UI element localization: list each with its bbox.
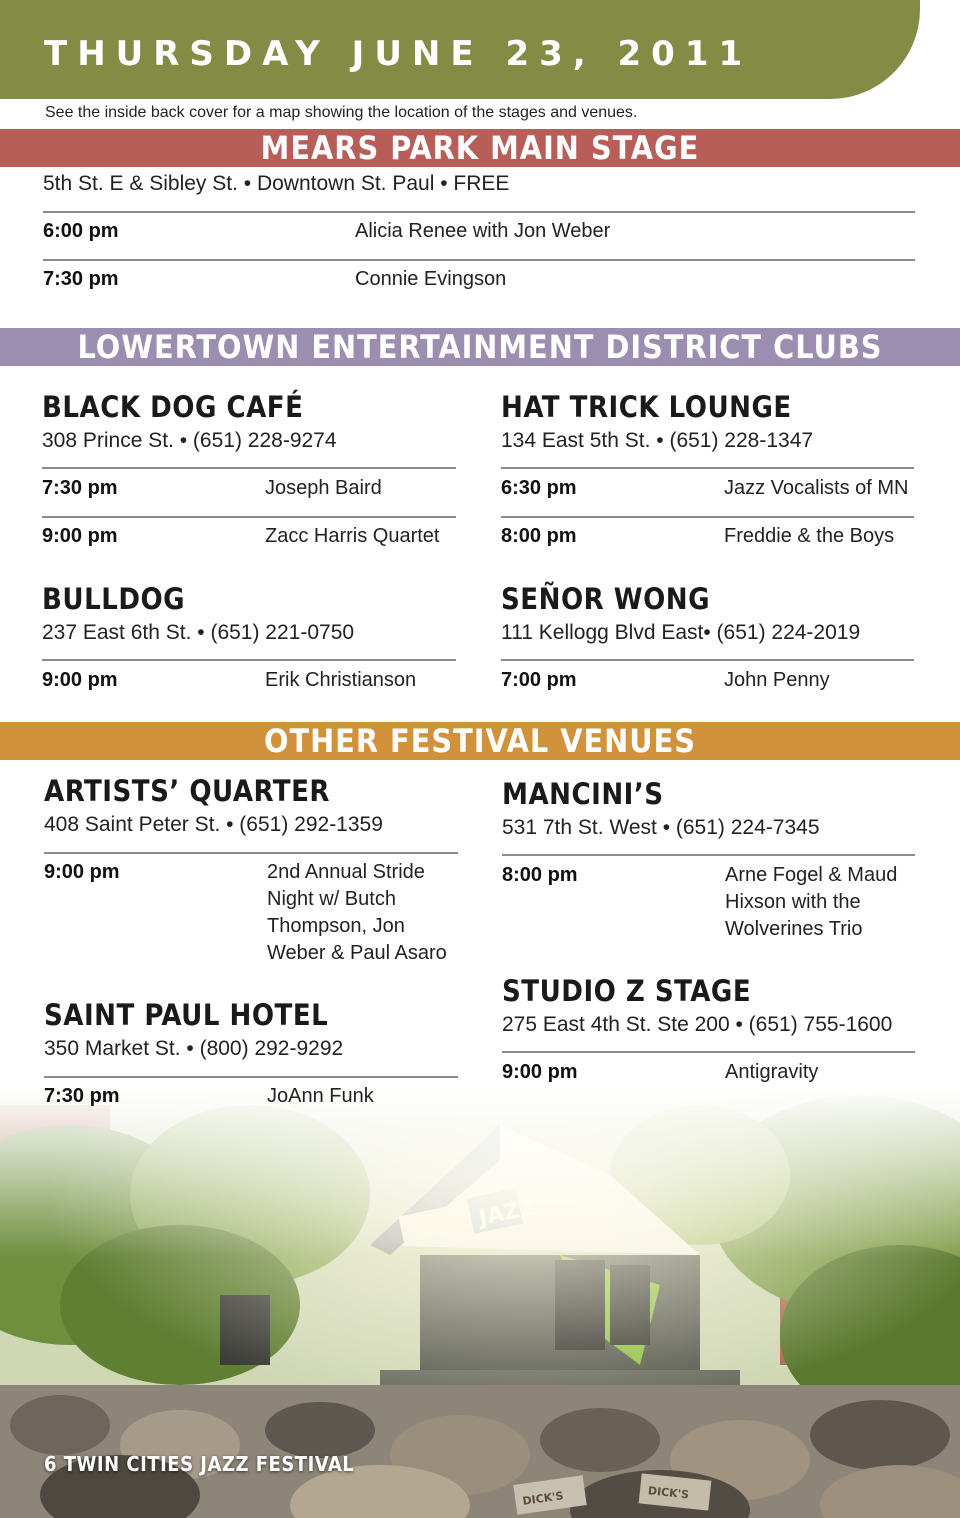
- divider: [43, 211, 915, 213]
- venue-name-saint-paul-hotel: SAINT PAUL HOTEL: [44, 998, 329, 1032]
- venue-address-mancinis: 531 7th St. West • (651) 224-7345: [502, 816, 820, 839]
- studio-z-act-1: Antigravity: [725, 1061, 819, 1083]
- saint-paul-hotel-act-1: JoAnn Funk: [267, 1085, 374, 1107]
- divider: [502, 854, 915, 856]
- venue-name-artists-quarter: ARTISTS’ QUARTER: [44, 774, 331, 808]
- page-footer: 6 TWIN CITIES JAZZ FESTIVAL: [44, 1452, 355, 1476]
- divider: [44, 1076, 458, 1078]
- venue-address-bulldog: 237 East 6th St. • (651) 221-0750: [42, 621, 355, 644]
- bulldog-time-1: 9:00 pm: [42, 669, 118, 691]
- divider: [501, 516, 914, 518]
- venue-address-black-dog: 308 Prince St. • (651) 228-9274: [42, 429, 337, 452]
- artists-quarter-act-1: 2nd Annual Stride Night w/ Butch Thompson, Jon Weber & Paul Asaro: [267, 861, 447, 964]
- bulldog-act-1: Erik Christianson: [265, 669, 417, 691]
- venue-name-senor-wong: SEÑOR WONG: [501, 582, 711, 616]
- mears-act-1: Alicia Renee with Jon Weber: [355, 220, 611, 242]
- header-band: [0, 0, 920, 99]
- mancinis-act-1: Arne Fogel & Maud Hixson with the Wolverines Trio: [725, 864, 898, 940]
- venue-name-hat-trick: HAT TRICK LOUNGE: [501, 390, 792, 424]
- mancinis-time-1: 8:00 pm: [502, 864, 578, 886]
- mears-park-header: MEARS PARK MAIN STAGE: [0, 129, 960, 167]
- venue-name-mancinis: MANCINI’S: [502, 777, 664, 811]
- divider: [42, 516, 456, 518]
- venue-address-studio-z: 275 East 4th St. Ste 200 • (651) 755-1600: [502, 1013, 893, 1036]
- venue-name-studio-z: STUDIO Z STAGE: [502, 974, 752, 1008]
- saint-paul-hotel-time-1: 7:30 pm: [44, 1085, 120, 1107]
- divider: [43, 259, 915, 261]
- mears-time-1: 6:00 pm: [43, 220, 119, 242]
- divider: [501, 659, 914, 661]
- studio-z-time-1: 9:00 pm: [502, 1061, 578, 1083]
- mears-address: 5th St. E & Sibley St. • Downtown St. Paul • FREE: [43, 172, 510, 195]
- black-dog-time-2: 9:00 pm: [42, 525, 118, 547]
- lowertown-header: LOWERTOWN ENTERTAINMENT DISTRICT CLUBS: [0, 328, 960, 366]
- other-venues-header: OTHER FESTIVAL VENUES: [0, 722, 960, 760]
- venue-address-artists-quarter: 408 Saint Peter St. • (651) 292-1359: [44, 813, 383, 836]
- divider: [42, 467, 456, 469]
- map-note: See the inside back cover for a map showing the location of the stages and venues.: [45, 104, 638, 121]
- venue-address-hat-trick: 134 East 5th St. • (651) 228-1347: [501, 429, 814, 452]
- divider: [42, 659, 456, 661]
- artists-quarter-time-1: 9:00 pm: [44, 861, 120, 883]
- venue-address-senor-wong: 111 Kellogg Blvd East• (651) 224-2019: [501, 621, 861, 644]
- divider: [44, 852, 458, 854]
- divider: [501, 467, 914, 469]
- black-dog-time-1: 7:30 pm: [42, 477, 118, 499]
- hat-trick-time-1: 6:30 pm: [501, 477, 577, 499]
- hat-trick-act-1: Jazz Vocalists of MN: [724, 477, 909, 499]
- venue-name-bulldog: BULLDOG: [42, 582, 186, 616]
- venue-name-black-dog: BLACK DOG CAFÉ: [42, 390, 304, 424]
- hat-trick-time-2: 8:00 pm: [501, 525, 577, 547]
- page-date: THURSDAY JUNE 23, 2011: [44, 34, 753, 74]
- mears-act-2: Connie Evingson: [355, 268, 507, 290]
- hat-trick-act-2: Freddie & the Boys: [724, 525, 895, 547]
- senor-wong-time-1: 7:00 pm: [501, 669, 577, 691]
- venue-address-saint-paul-hotel: 350 Market St. • (800) 292-9292: [44, 1037, 344, 1060]
- senor-wong-act-1: John Penny: [724, 669, 830, 691]
- divider: [502, 1051, 915, 1053]
- black-dog-act-2: Zacc Harris Quartet: [265, 525, 440, 547]
- mears-time-2: 7:30 pm: [43, 268, 119, 290]
- black-dog-act-1: Joseph Baird: [265, 477, 382, 499]
